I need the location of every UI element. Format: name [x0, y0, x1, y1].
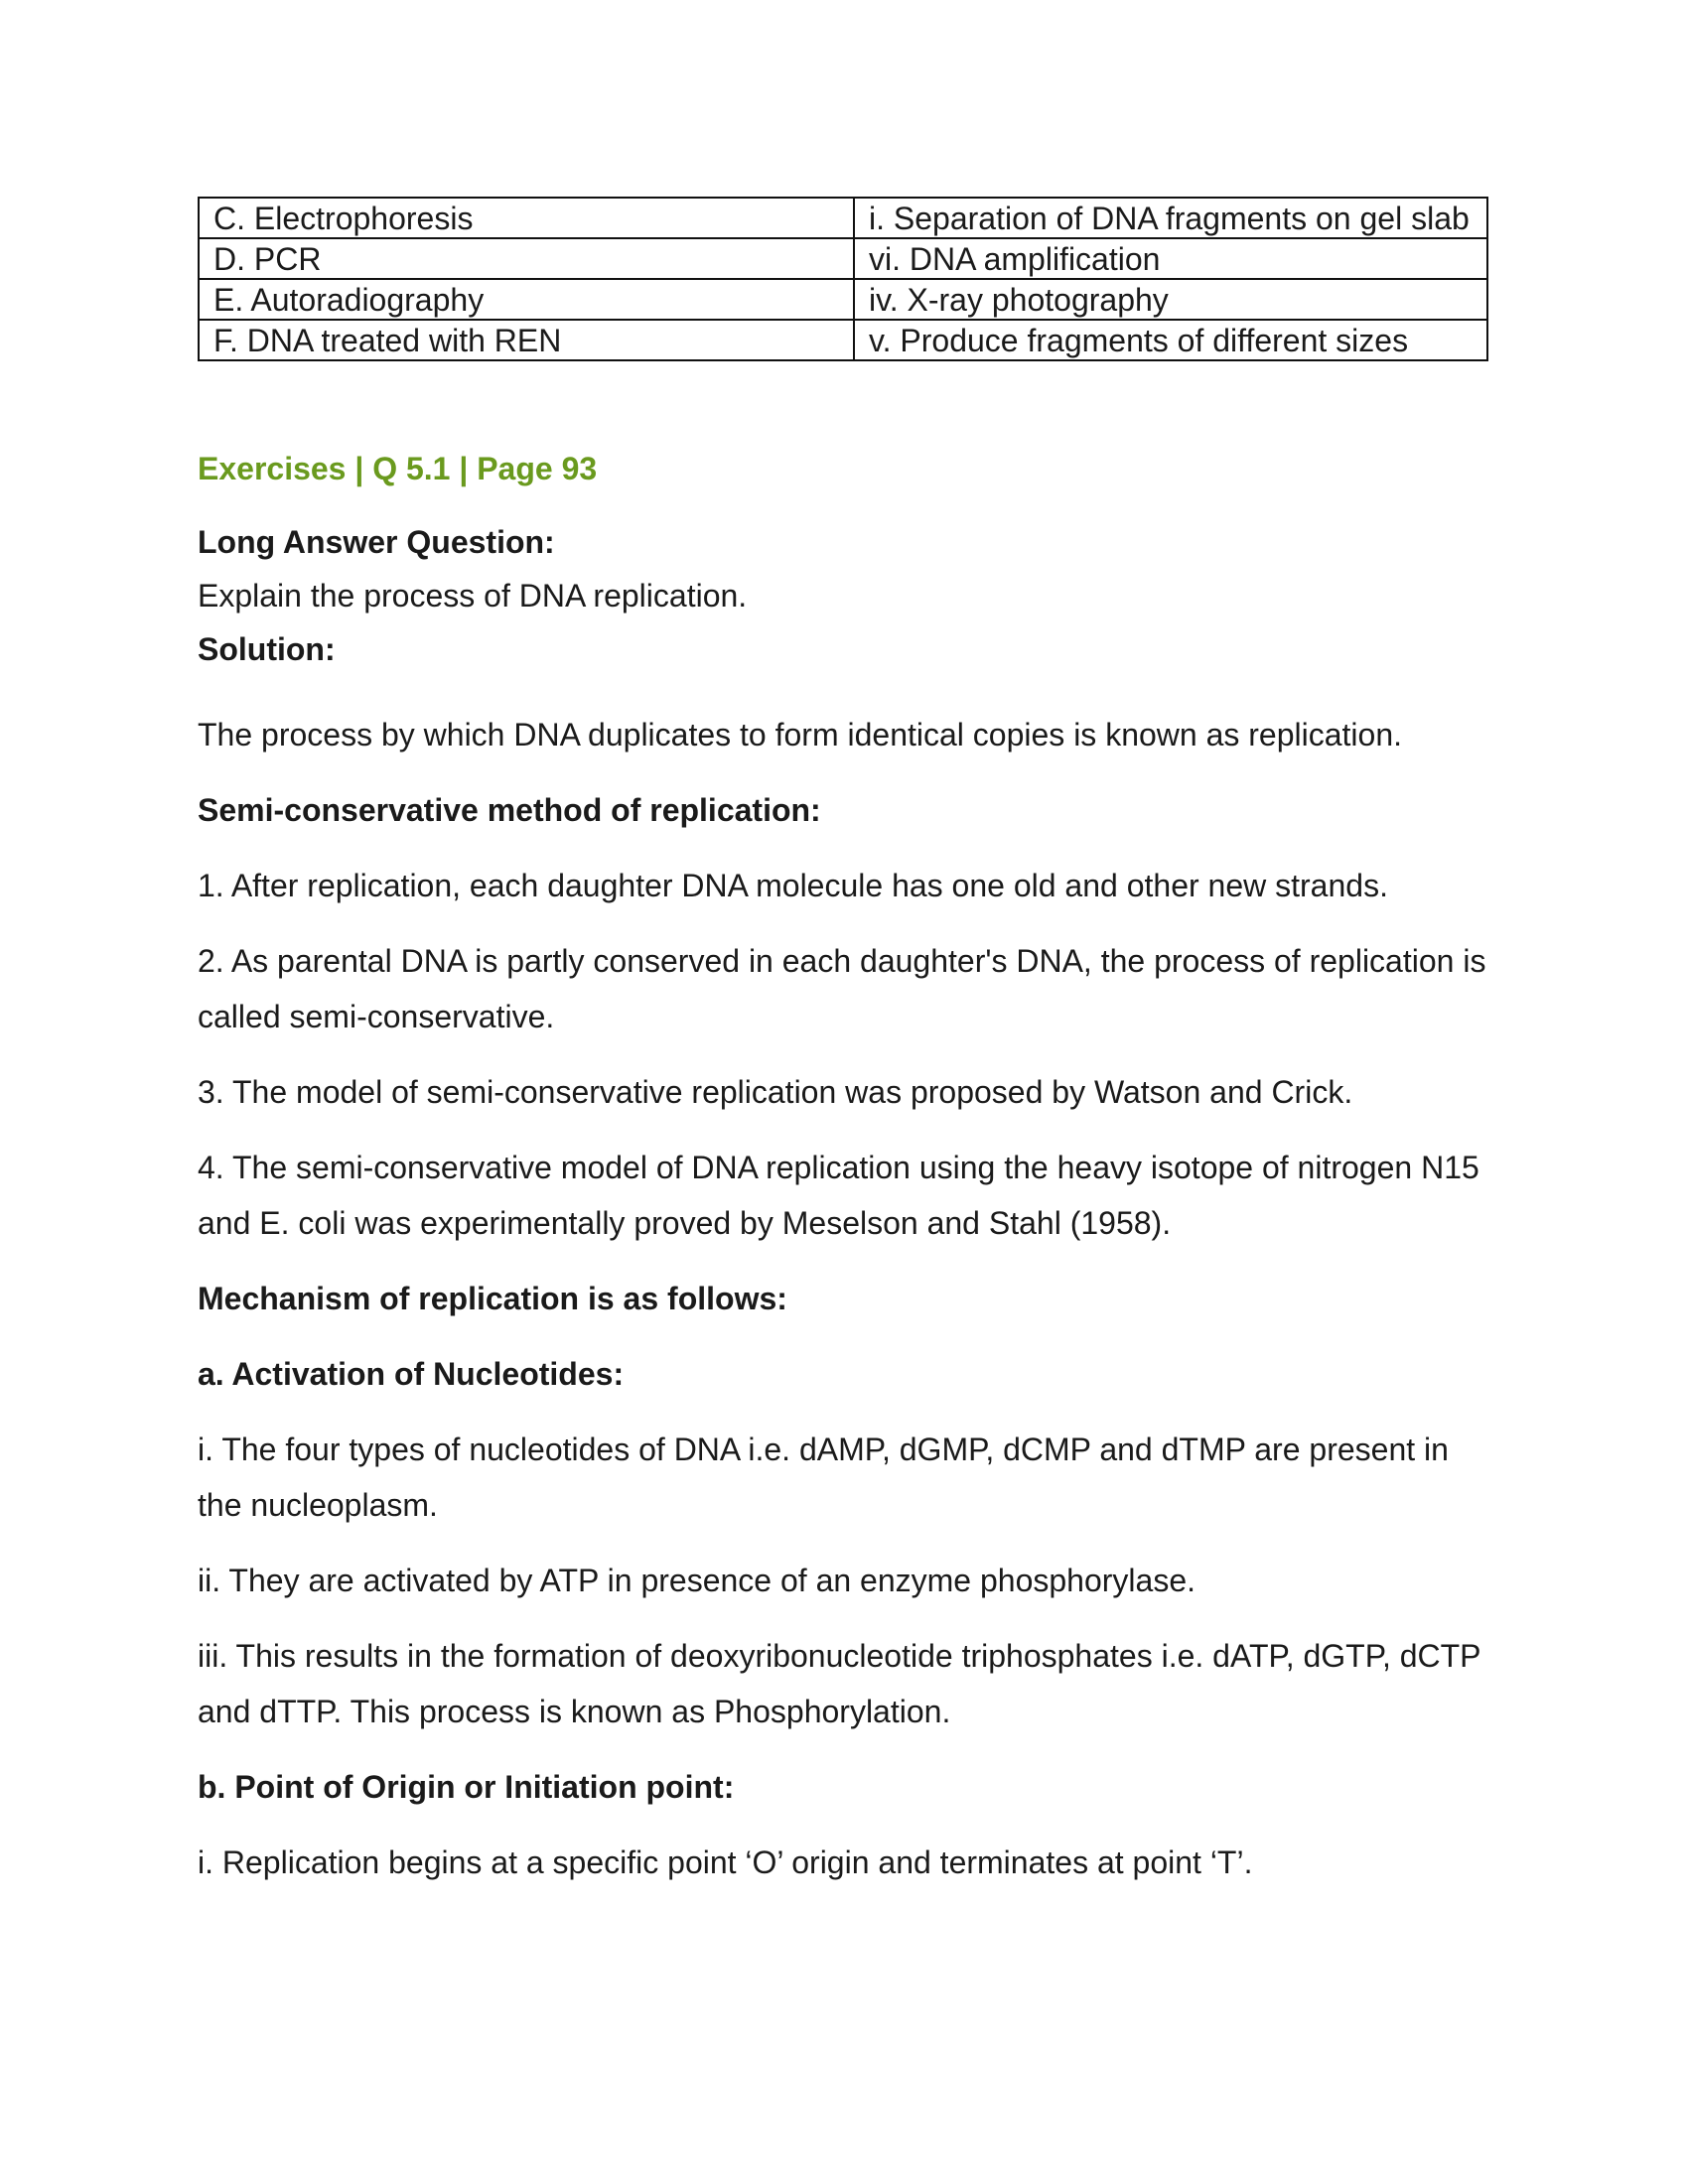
list-item: 2. As parental DNA is partly conserved in each daughter's DNA, the process of replication is called semi-conservative.: [198, 943, 1486, 1034]
table-row: [199, 198, 1487, 238]
table-cell: vi. DNA amplification: [854, 238, 1487, 279]
list-item: iii. This results in the formation of deoxyribonucleotide triphosphates i.e. dATP, dGTP, dCTP and dTTP. This process is known as Phosphorylation.: [198, 1638, 1480, 1729]
table-cell: C. Electrophoresis: [199, 198, 854, 238]
table-cell: D. PCR: [199, 238, 854, 279]
list-item: i. The four types of nucleotides of DNA i.e. dAMP, dGMP, dCMP and dTMP are present in the nucleoplasm.: [198, 1432, 1449, 1523]
list-item: 3. The model of semi-conservative replication was proposed by Watson and Crick.: [198, 1074, 1353, 1110]
table-cell: i. Separation of DNA fragments on gel slab: [854, 198, 1487, 238]
table-cell: v. Produce fragments of different sizes: [854, 320, 1487, 360]
match-table: [198, 197, 1488, 361]
solution-body: [198, 707, 1488, 1890]
table-row: [199, 238, 1487, 279]
list-item: ii. They are activated by ATP in presence of an enzyme phosphorylase.: [198, 1563, 1196, 1598]
exercise-heading: Exercises | Q 5.1 | Page 93: [198, 451, 598, 486]
origin-heading: b. Point of Origin or Initiation point:: [198, 1769, 735, 1805]
activation-heading: a. Activation of Nucleotides:: [198, 1356, 625, 1392]
table-cell: F. DNA treated with REN: [199, 320, 854, 360]
question-type-label: Long Answer Question:: [198, 524, 555, 560]
table-cell: E. Autoradiography: [199, 279, 854, 320]
solution-intro: The process by which DNA duplicates to form identical copies is known as replication.: [198, 717, 1403, 752]
list-item: 1. After replication, each daughter DNA molecule has one old and other new strands.: [198, 868, 1388, 903]
table-row: [199, 279, 1487, 320]
list-item: i. Replication begins at a specific point ‘O’ origin and terminates at point ‘T’.: [198, 1844, 1253, 1880]
semi-conservative-heading: Semi-conservative method of replication:: [198, 792, 821, 828]
mechanism-heading: Mechanism of replication is as follows:: [198, 1281, 787, 1316]
solution-label: Solution:: [198, 631, 336, 667]
table-cell: iv. X-ray photography: [854, 279, 1487, 320]
table-row: [199, 320, 1487, 360]
document-page: [198, 197, 1488, 1910]
list-item: 4. The semi-conservative model of DNA replication using the heavy isotope of nitrogen N15 and E. coli was experimentally proved by Meselson and Stahl (1958).: [198, 1150, 1479, 1241]
question-text: Explain the process of DNA replication.: [198, 578, 748, 614]
